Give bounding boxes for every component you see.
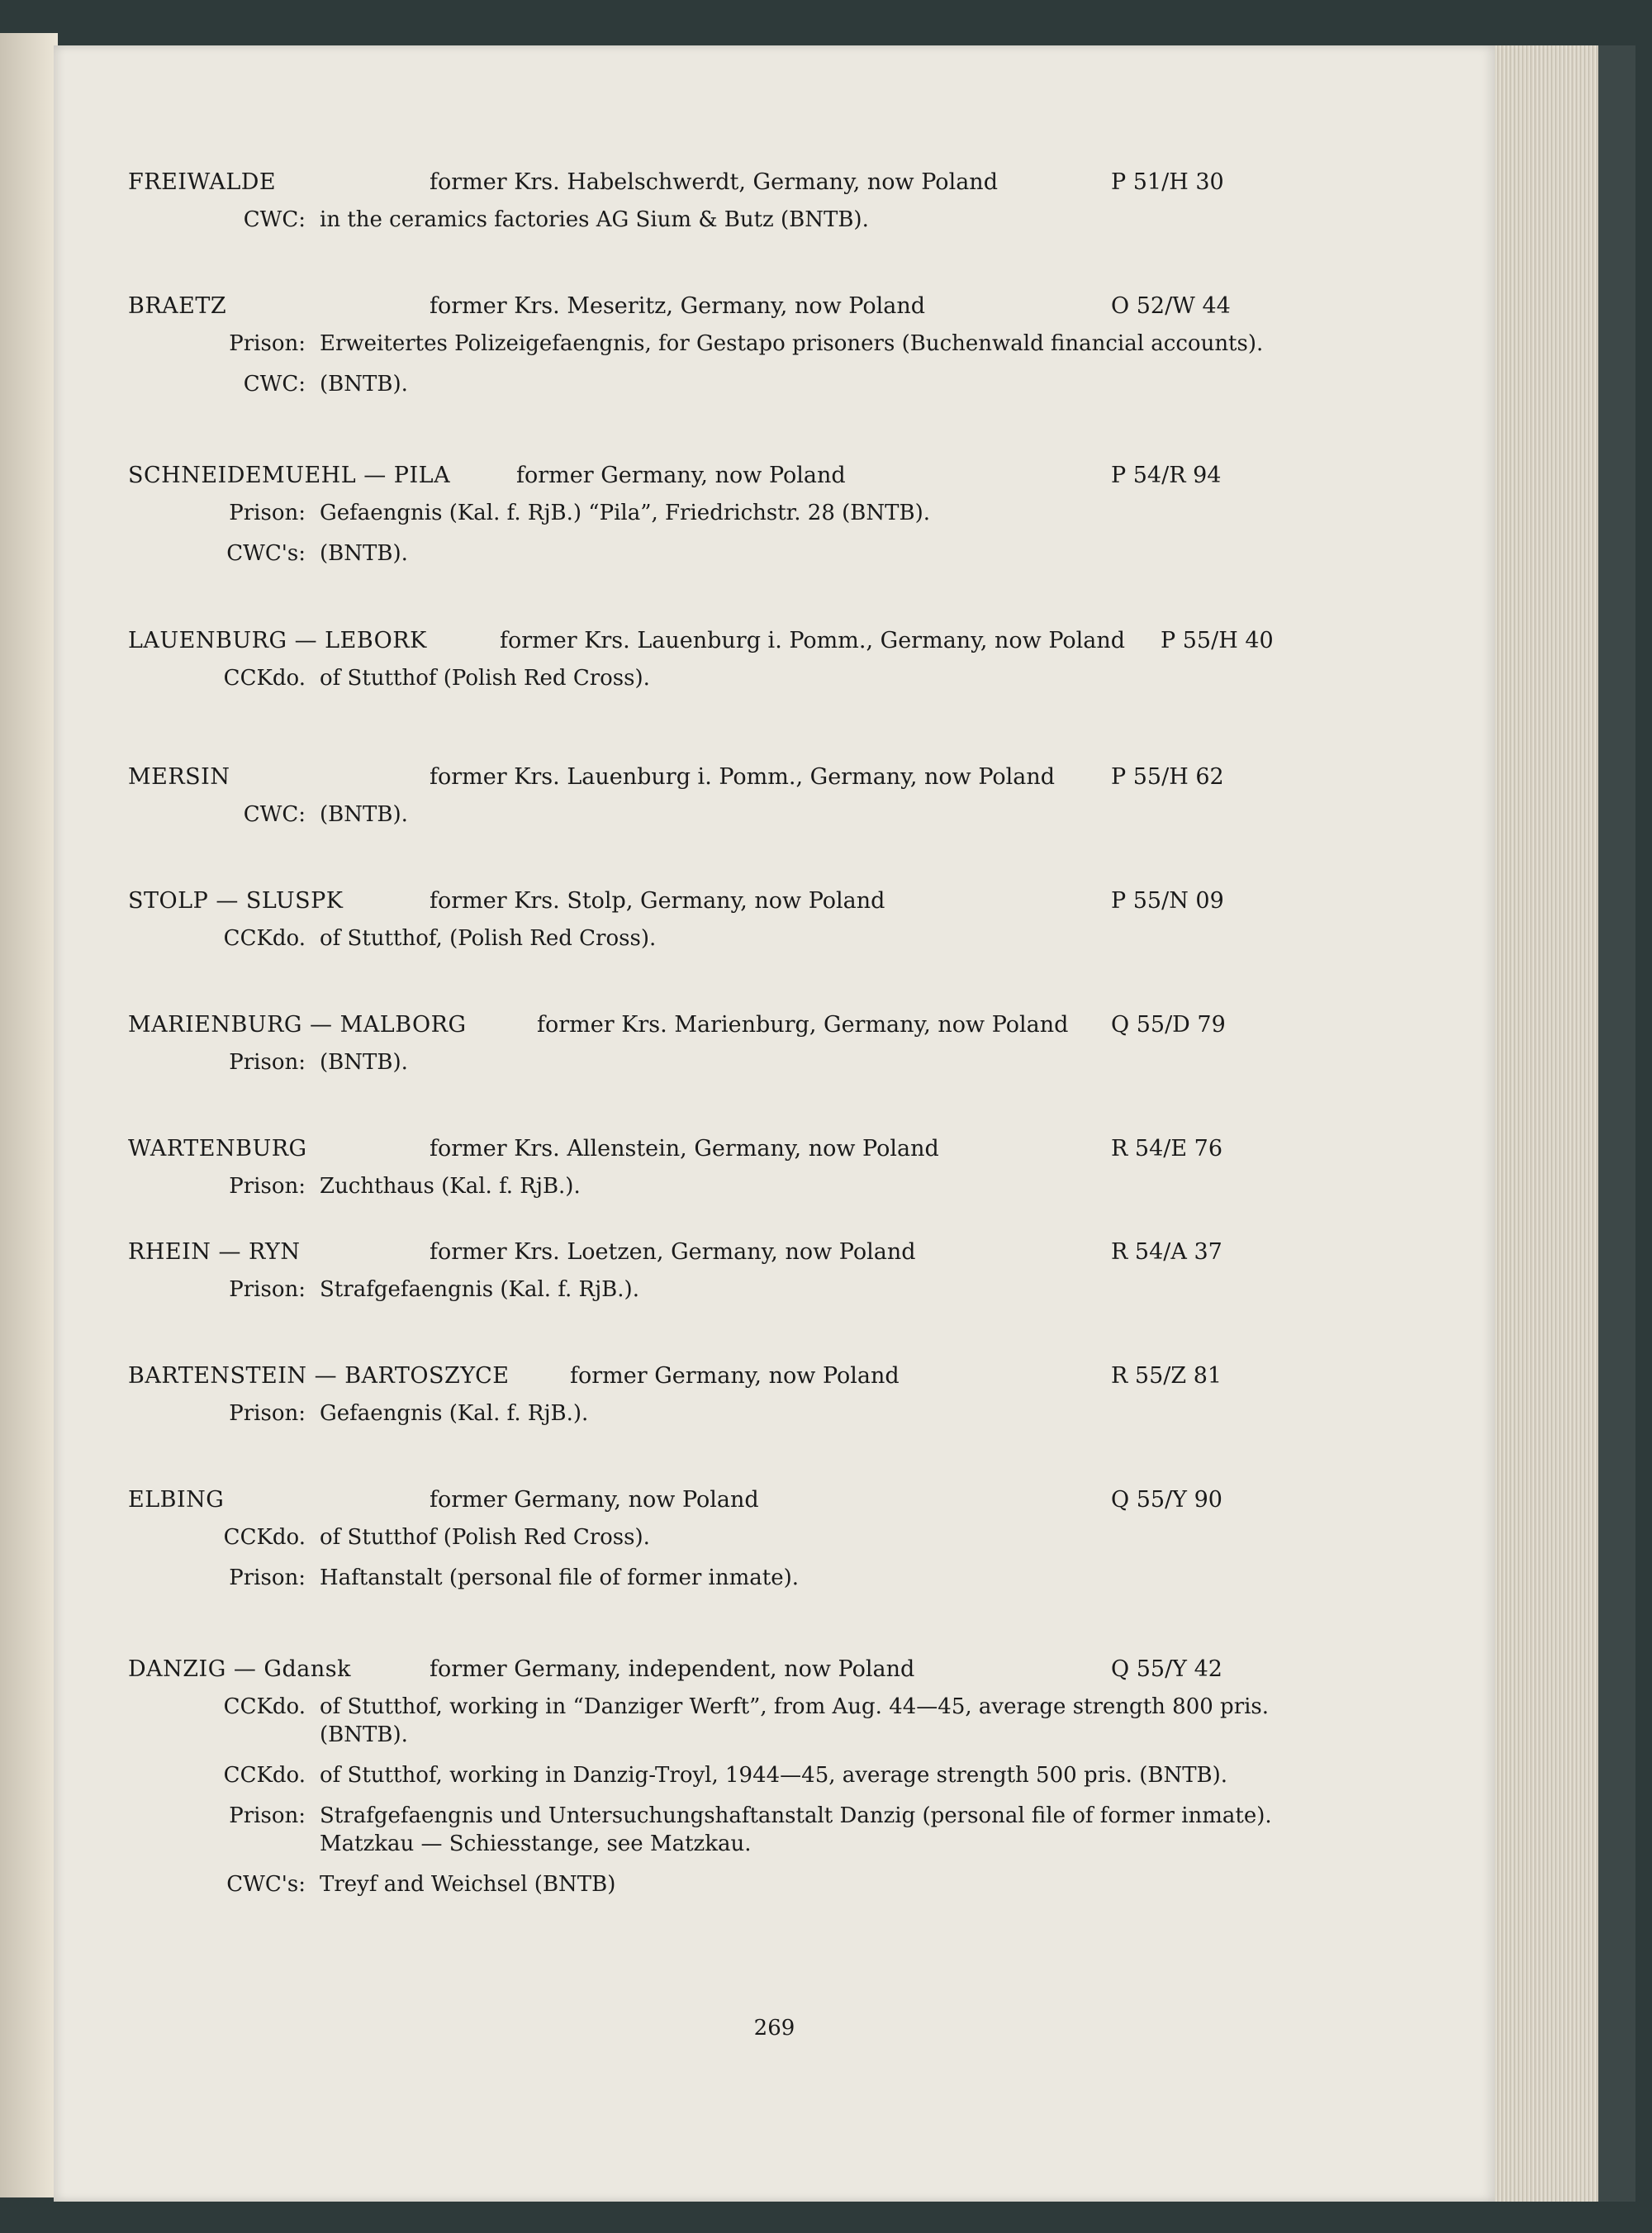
place-description: former Krs. Lauenburg i. Pomm., Germany, now Poland — [500, 628, 1126, 653]
entry-heading — [74, 293, 1437, 330]
gazetteer-entry — [74, 293, 1437, 411]
entry-detail — [182, 1761, 1437, 1789]
map-coordinate: R 55/Z 81 — [1111, 1363, 1222, 1389]
detail-text: (BNTB). — [320, 372, 408, 397]
entry-detail — [182, 1172, 1437, 1200]
place-description: former Krs. Stolp, Germany, now Poland — [430, 888, 885, 914]
gazetteer-entry — [74, 1012, 1437, 1089]
entry-heading — [74, 1012, 1437, 1048]
book-page — [54, 45, 1495, 2202]
place-name: ELBING — [128, 1487, 225, 1513]
place-name: RHEIN — RYN — [128, 1239, 301, 1265]
gazetteer-entry — [74, 1136, 1437, 1213]
entry-detail — [182, 1523, 1437, 1551]
map-coordinate: R 54/E 76 — [1111, 1136, 1223, 1162]
detail-text: Strafgefaengnis (Kal. f. RjB.). — [320, 1277, 639, 1302]
page-number: 269 — [753, 2016, 795, 2041]
detail-text: of Stutthof (Polish Red Cross). — [320, 666, 650, 691]
detail-text: (BNTB). — [320, 802, 408, 827]
detail-text: of Stutthof, working in Danzig-Troyl, 1944—45, average strength 500 pris. (BNTB). — [320, 1763, 1228, 1788]
map-coordinate: P 51/H 30 — [1111, 169, 1224, 195]
entry-detail — [182, 664, 1437, 692]
detail-label: Prison: — [229, 1277, 306, 1302]
detail-text: Haftanstalt (personal file of former inmate). — [320, 1565, 799, 1590]
gazetteer-entry — [74, 888, 1437, 965]
entry-heading — [74, 764, 1437, 801]
entry-detail — [182, 1048, 1437, 1076]
detail-text: of Stutthof, (Polish Red Cross). — [320, 926, 657, 951]
detail-label: CCKdo. — [223, 1694, 306, 1719]
gazetteer-entry — [74, 628, 1437, 705]
entry-detail — [182, 1802, 1437, 1858]
place-name: WARTENBURG — [128, 1136, 307, 1162]
detail-label: Prison: — [229, 501, 306, 525]
gazetteer-entry — [74, 1487, 1437, 1604]
detail-label: CCKdo. — [223, 666, 306, 691]
detail-label: CWC: — [243, 372, 306, 397]
entry-detail — [182, 801, 1437, 829]
entry-detail — [182, 206, 1437, 234]
detail-text: Gefaengnis (Kal. f. RjB.). — [320, 1401, 589, 1426]
detail-label: Prison: — [229, 1565, 306, 1590]
entry-heading — [74, 463, 1437, 499]
detail-text: Erweitertes Polizeigefaengnis, for Gestapo prisoners (Buchenwald financial accounts). — [320, 331, 1264, 356]
entry-heading — [74, 1656, 1437, 1693]
detail-label: CWC's: — [226, 541, 306, 566]
entry-heading — [74, 628, 1437, 664]
place-name: FREIWALDE — [128, 169, 277, 195]
detail-label: Prison: — [229, 331, 306, 356]
detail-text: Treyf and Weichsel (BNTB) — [320, 1872, 616, 1897]
entry-detail — [182, 1399, 1437, 1428]
place-description: former Krs. Meseritz, Germany, now Poland — [430, 293, 926, 319]
map-coordinate: Q 55/Y 90 — [1111, 1487, 1222, 1513]
entry-heading — [74, 1239, 1437, 1276]
place-name: DANZIG — Gdansk — [128, 1656, 351, 1682]
place-name: SCHNEIDEMUEHL — PILA — [128, 463, 451, 488]
gazetteer-entry — [74, 1656, 1437, 1911]
place-description: former Germany, now Poland — [516, 463, 846, 488]
detail-label: CCKdo. — [223, 926, 306, 951]
gazetteer-entry — [74, 1363, 1437, 1440]
gazetteer-entry — [74, 1239, 1437, 1316]
detail-text: Gefaengnis (Kal. f. RjB.) “Pila”, Friedrichstr. 28 (BNTB). — [320, 501, 930, 525]
detail-label: Prison: — [229, 1050, 306, 1075]
book-cover-edge — [1598, 45, 1635, 2202]
gazetteer-entry — [74, 463, 1437, 580]
detail-label: Prison: — [229, 1174, 306, 1199]
place-name: MARIENBURG — MALBORG — [128, 1012, 467, 1038]
map-coordinate: R 54/A 37 — [1111, 1239, 1222, 1265]
place-description: former Krs. Allenstein, Germany, now Poland — [430, 1136, 939, 1162]
detail-continuation: Matzkau — Schiesstange, see Matzkau. — [320, 1832, 752, 1856]
entry-detail — [182, 370, 1437, 398]
entry-detail — [182, 499, 1437, 527]
place-name: BRAETZ — [128, 293, 227, 319]
place-description: former Krs. Habelschwerdt, Germany, now Poland — [430, 169, 998, 195]
entry-heading — [74, 1363, 1437, 1399]
place-description: former Krs. Loetzen, Germany, now Poland — [430, 1239, 916, 1265]
place-description: former Krs. Lauenburg i. Pomm., Germany, now Poland — [430, 764, 1056, 790]
place-name: LAUENBURG — LEBORK — [128, 628, 427, 653]
map-coordinate: Q 55/D 79 — [1111, 1012, 1226, 1038]
place-description: former Germany, now Poland — [570, 1363, 900, 1389]
entry-heading — [74, 1136, 1437, 1172]
place-name: STOLP — SLUSPK — [128, 888, 344, 914]
detail-text: (BNTB). — [320, 541, 408, 566]
map-coordinate: O 52/W 44 — [1111, 293, 1231, 319]
detail-label: Prison: — [229, 1401, 306, 1426]
detail-text: Strafgefaengnis und Untersuchungshaftanstalt Danzig (personal file of former inmate). — [320, 1803, 1272, 1828]
detail-label: CWC: — [243, 207, 306, 232]
detail-text: of Stutthof, working in “Danziger Werft”, from Aug. 44—45, average strength 800 pris. — [320, 1694, 1270, 1719]
entry-detail — [182, 1870, 1437, 1898]
detail-label: CCKdo. — [223, 1763, 306, 1788]
map-coordinate: P 55/H 40 — [1161, 628, 1274, 653]
place-name: BARTENSTEIN — BARTOSZYCE — [128, 1363, 510, 1389]
place-description: former Germany, independent, now Poland — [430, 1656, 915, 1682]
detail-label: Prison: — [229, 1803, 306, 1828]
place-description: former Krs. Marienburg, Germany, now Poland — [537, 1012, 1069, 1038]
detail-label: CCKdo. — [223, 1525, 306, 1550]
place-name: MERSIN — [128, 764, 230, 790]
entry-heading — [74, 1487, 1437, 1523]
map-coordinate: Q 55/Y 42 — [1111, 1656, 1222, 1682]
detail-text: Zuchthaus (Kal. f. RjB.). — [320, 1174, 581, 1199]
entry-heading — [74, 169, 1437, 206]
detail-text: (BNTB). — [320, 1050, 408, 1075]
entry-detail — [182, 539, 1437, 568]
place-description: former Germany, now Poland — [430, 1487, 759, 1513]
detail-text: of Stutthof (Polish Red Cross). — [320, 1525, 650, 1550]
detail-text: in the ceramics factories AG Sium & Butz (BNTB). — [320, 207, 869, 232]
entry-detail — [182, 1276, 1437, 1304]
page-stack-edge — [1487, 45, 1598, 2202]
detail-label: CWC: — [243, 802, 306, 827]
map-coordinate: P 54/R 94 — [1111, 463, 1222, 488]
gazetteer-entry — [74, 169, 1437, 246]
map-coordinate: P 55/N 09 — [1111, 888, 1224, 914]
entry-detail — [182, 330, 1437, 358]
detail-label: CWC's: — [226, 1872, 306, 1897]
entry-detail — [182, 1693, 1437, 1749]
entry-detail — [182, 924, 1437, 953]
entry-heading — [74, 888, 1437, 924]
gazetteer-entry — [74, 764, 1437, 841]
left-page-edge — [0, 33, 58, 2197]
detail-continuation: (BNTB). — [320, 1722, 408, 1747]
entry-detail — [182, 1564, 1437, 1592]
map-coordinate: P 55/H 62 — [1111, 764, 1224, 790]
